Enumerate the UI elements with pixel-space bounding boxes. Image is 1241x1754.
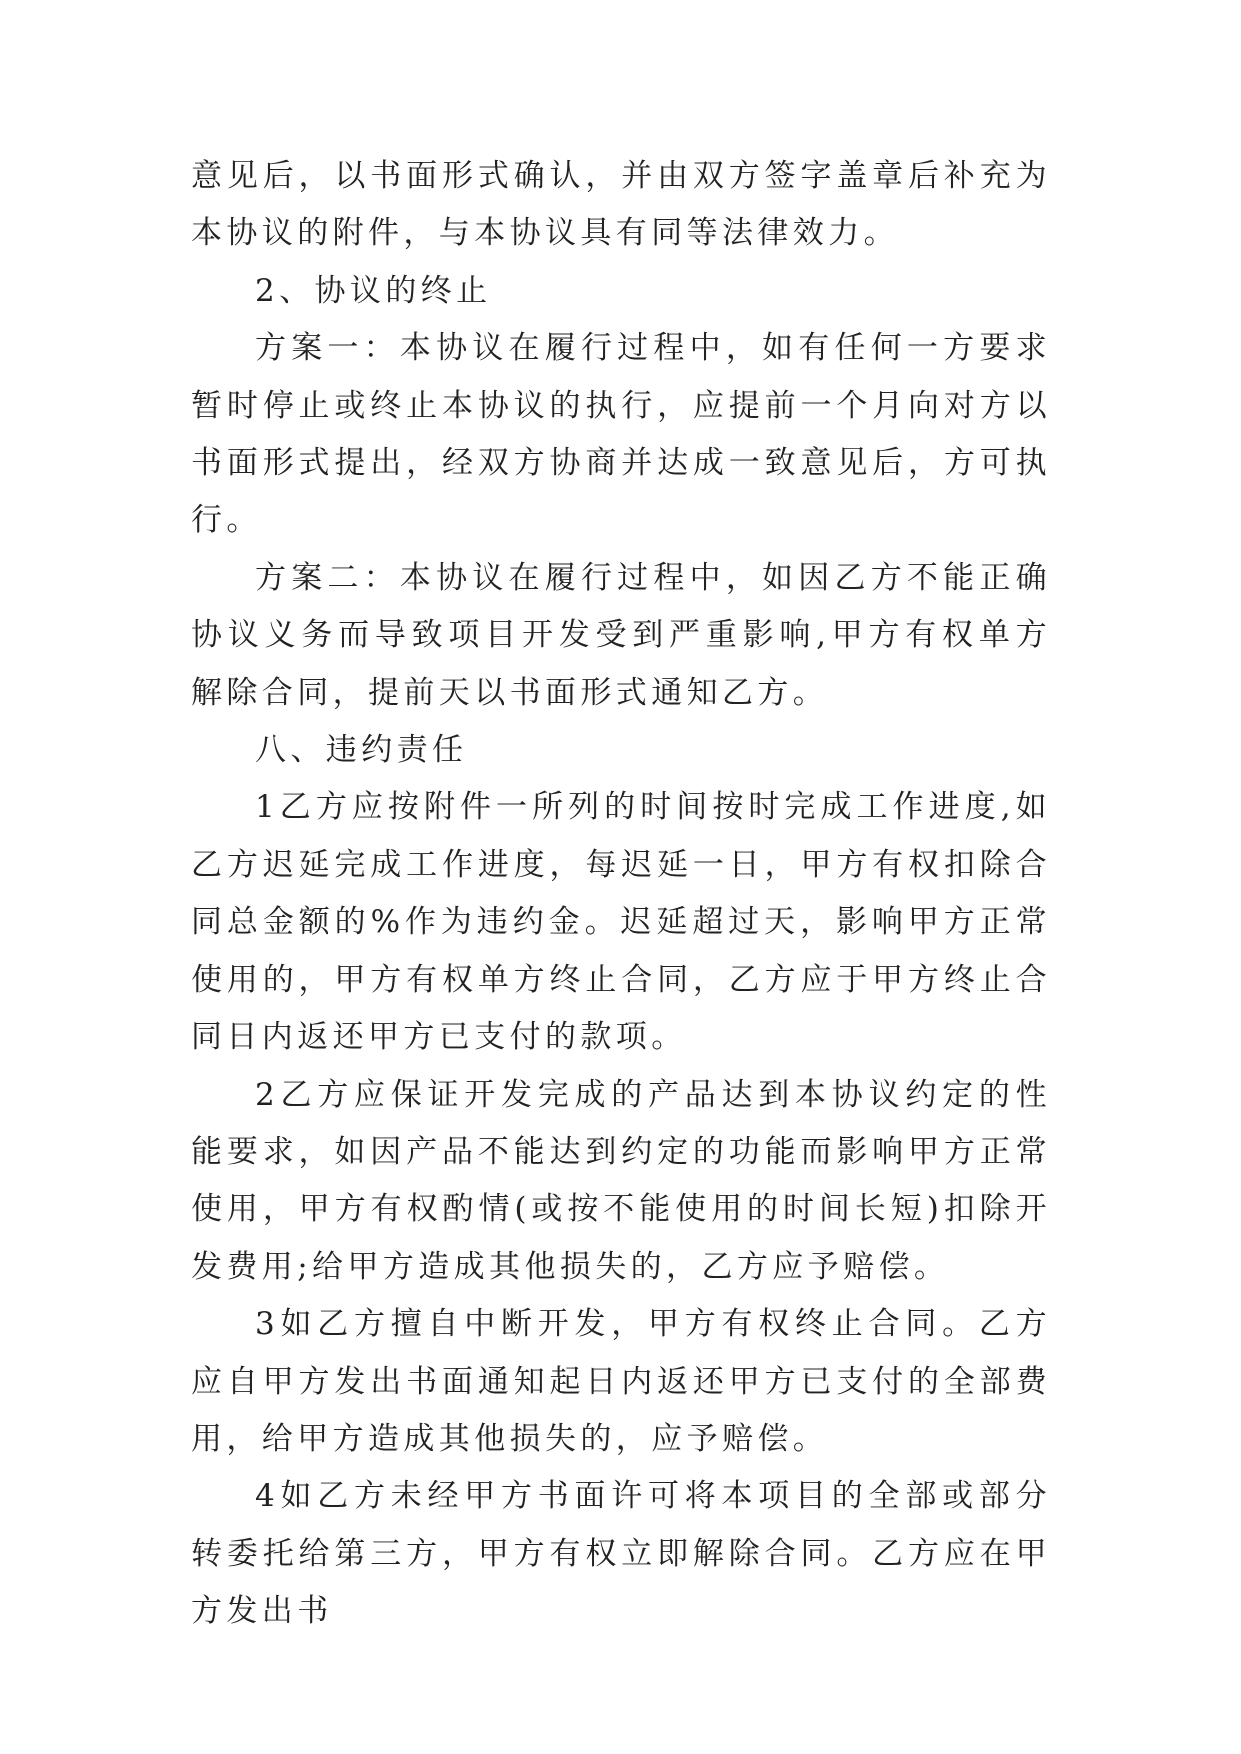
paragraph: 方案一：本协议在履行过程中，如有任何一方要求暂时停止或终止本协议的执行，应提前一个月向对方以书面形式提出，经双方协商并达成一致意见后，方可执行。: [191, 330, 1051, 539]
document-body: [191, 148, 1051, 1641]
paragraph: 1乙方应按附件一所列的时间按时完成工作进度,如乙方迟延完成工作进度，每迟延一日，甲方有权扣除合同总金额的%作为违约金。迟延超过天，影响甲方正常使用的，甲方有权单方终止合同，乙方应于甲方终止合同日内返还甲方已支付的款项。: [191, 789, 1051, 1056]
paragraph: 2乙方应保证开发完成的产品达到本协议约定的性能要求，如因产品不能达到约定的功能而影响甲方正常使用，甲方有权酌情(或按不能使用的时间长短)扣除开发费用;给甲方造成其他损失的，乙方应予赔偿。: [191, 1076, 1051, 1285]
section-heading: 八、违约责任: [255, 732, 468, 769]
paragraph: 4如乙方未经甲方书面许可将本项目的全部或部分转委托给第三方，甲方有权立即解除合同。乙方应在甲方发出书: [191, 1478, 1051, 1630]
paragraph: 方案二：本协议在履行过程中，如因乙方不能正确协议义务而导致项目开发受到严重影响,甲方有权单方解除合同，提前天以书面形式通知乙方。: [191, 559, 1051, 711]
paragraph: 3如乙方擅自中断开发，甲方有权终止合同。乙方应自甲方发出书面通知起日内返还甲方已支付的全部费用，给甲方造成其他损失的，应予赔偿。: [191, 1306, 1051, 1457]
section-heading: 2、协议的终止: [255, 272, 492, 309]
paragraph: 意见后，以书面形式确认，并由双方签字盖章后补充为本协议的附件，与本协议具有同等法律效力。: [191, 158, 1051, 252]
